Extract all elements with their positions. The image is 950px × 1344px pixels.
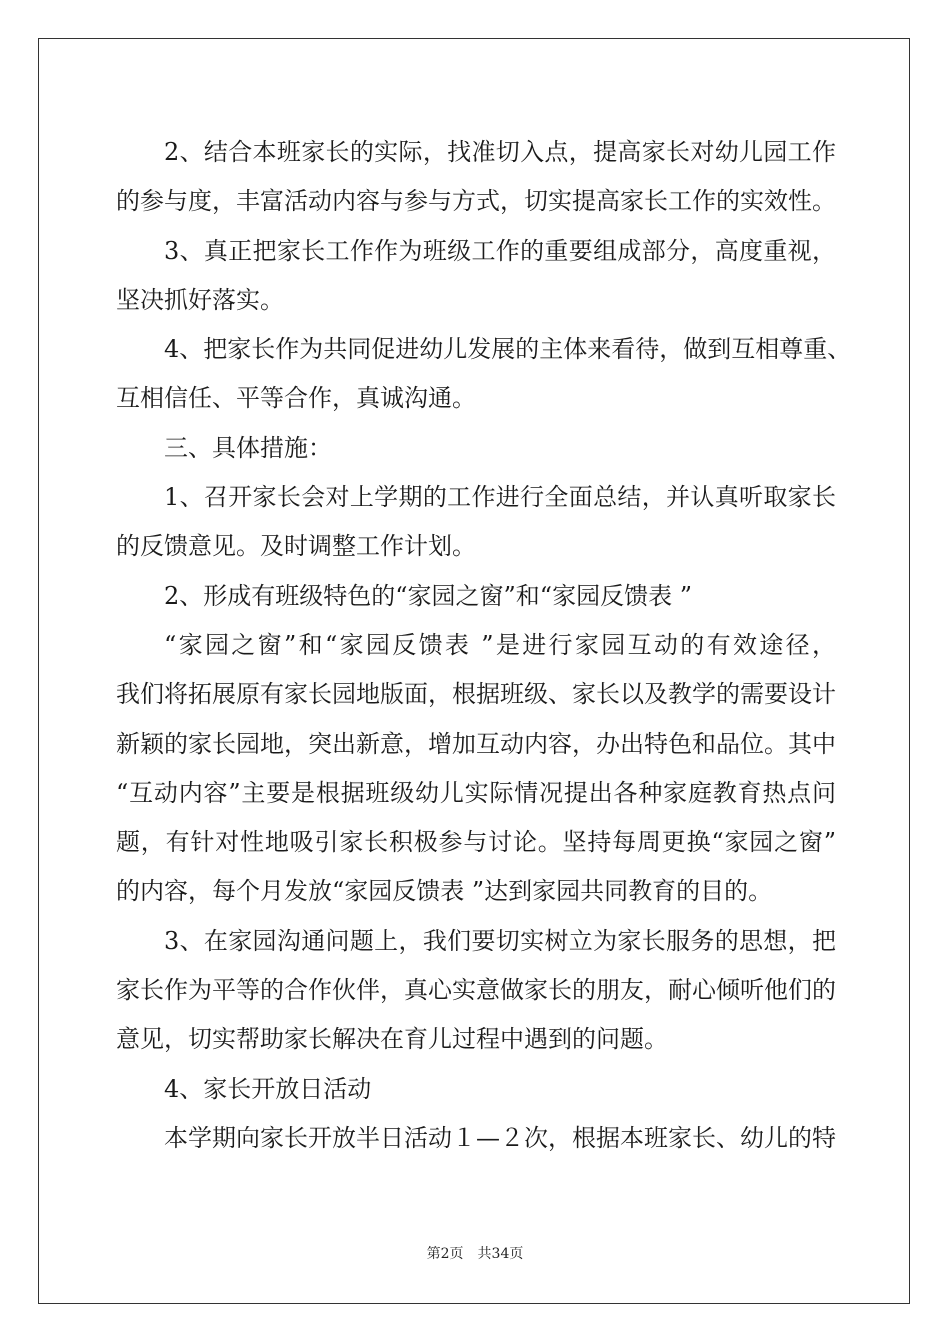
- text-line: 4、家长开放日活动: [164, 1074, 372, 1103]
- text-line: 的内容，每个月发放“家园反馈表 ”达到家园共同教育的目的。: [116, 877, 773, 906]
- text-line: 2、结合本班家长的实际，找准切入点，提高家长对幼儿园工作: [164, 138, 836, 166]
- section-heading: 三、具体措施：: [164, 433, 332, 462]
- text-line: 3、在家园沟通问题上，我们要切实树立为家长服务的思想，把: [164, 926, 836, 955]
- text-line: 我们将拓展原有家长园地版面，根据班级、家长以及教学的需要设计: [116, 680, 836, 709]
- text-line: 家长作为平等的合作伙伴，真心实意做家长的朋友，耐心倾听他们的: [116, 976, 836, 1005]
- page-number: 第2页: [426, 1246, 464, 1262]
- text-line: 2、形成有班级特色的“家园之窗”和“家园反馈表 ”: [164, 581, 692, 610]
- document-body: [116, 128, 852, 1163]
- text-line: 题，有针对性地吸引家长积极参与讨论。坚持每周更换“家园之窗”: [116, 828, 836, 857]
- text-line: 互相信任、平等合作，真诚沟通。: [116, 384, 476, 413]
- text-line: 的反馈意见。及时调整工作计划。: [116, 532, 476, 561]
- text-line: 意见，切实帮助家长解决在育儿过程中遇到的问题。: [116, 1025, 668, 1054]
- text-line: 的参与度，丰富活动内容与参与方式，切实提高家长工作的实效性。: [116, 187, 836, 216]
- text-line: 新颖的家长园地，突出新意，增加互动内容，办出特色和品位。其中: [116, 729, 836, 758]
- page-total: 共34页: [477, 1246, 524, 1262]
- text-line: 3、真正把家长工作作为班级工作的重要组成部分，高度重视，: [164, 236, 836, 265]
- text-line: 4、把家长作为共同促进幼儿发展的主体来看待，做到互相尊重、: [164, 335, 852, 364]
- text-line: 本学期向家长开放半日活动１—２次，根据本班家长、幼儿的特: [164, 1123, 836, 1152]
- text-line: 1、召开家长会对上学期的工作进行全面总结，并认真听取家长: [164, 483, 836, 512]
- text-line: 坚决抓好落实。: [116, 285, 284, 314]
- page-footer: [0, 1243, 950, 1263]
- text-line: “互动内容”主要是根据班级幼儿实际情况提出各种家庭教育热点问: [116, 778, 836, 807]
- text-line: “家园之窗”和“家园反馈表 ”是进行家园互动的有效途径，: [164, 630, 836, 659]
